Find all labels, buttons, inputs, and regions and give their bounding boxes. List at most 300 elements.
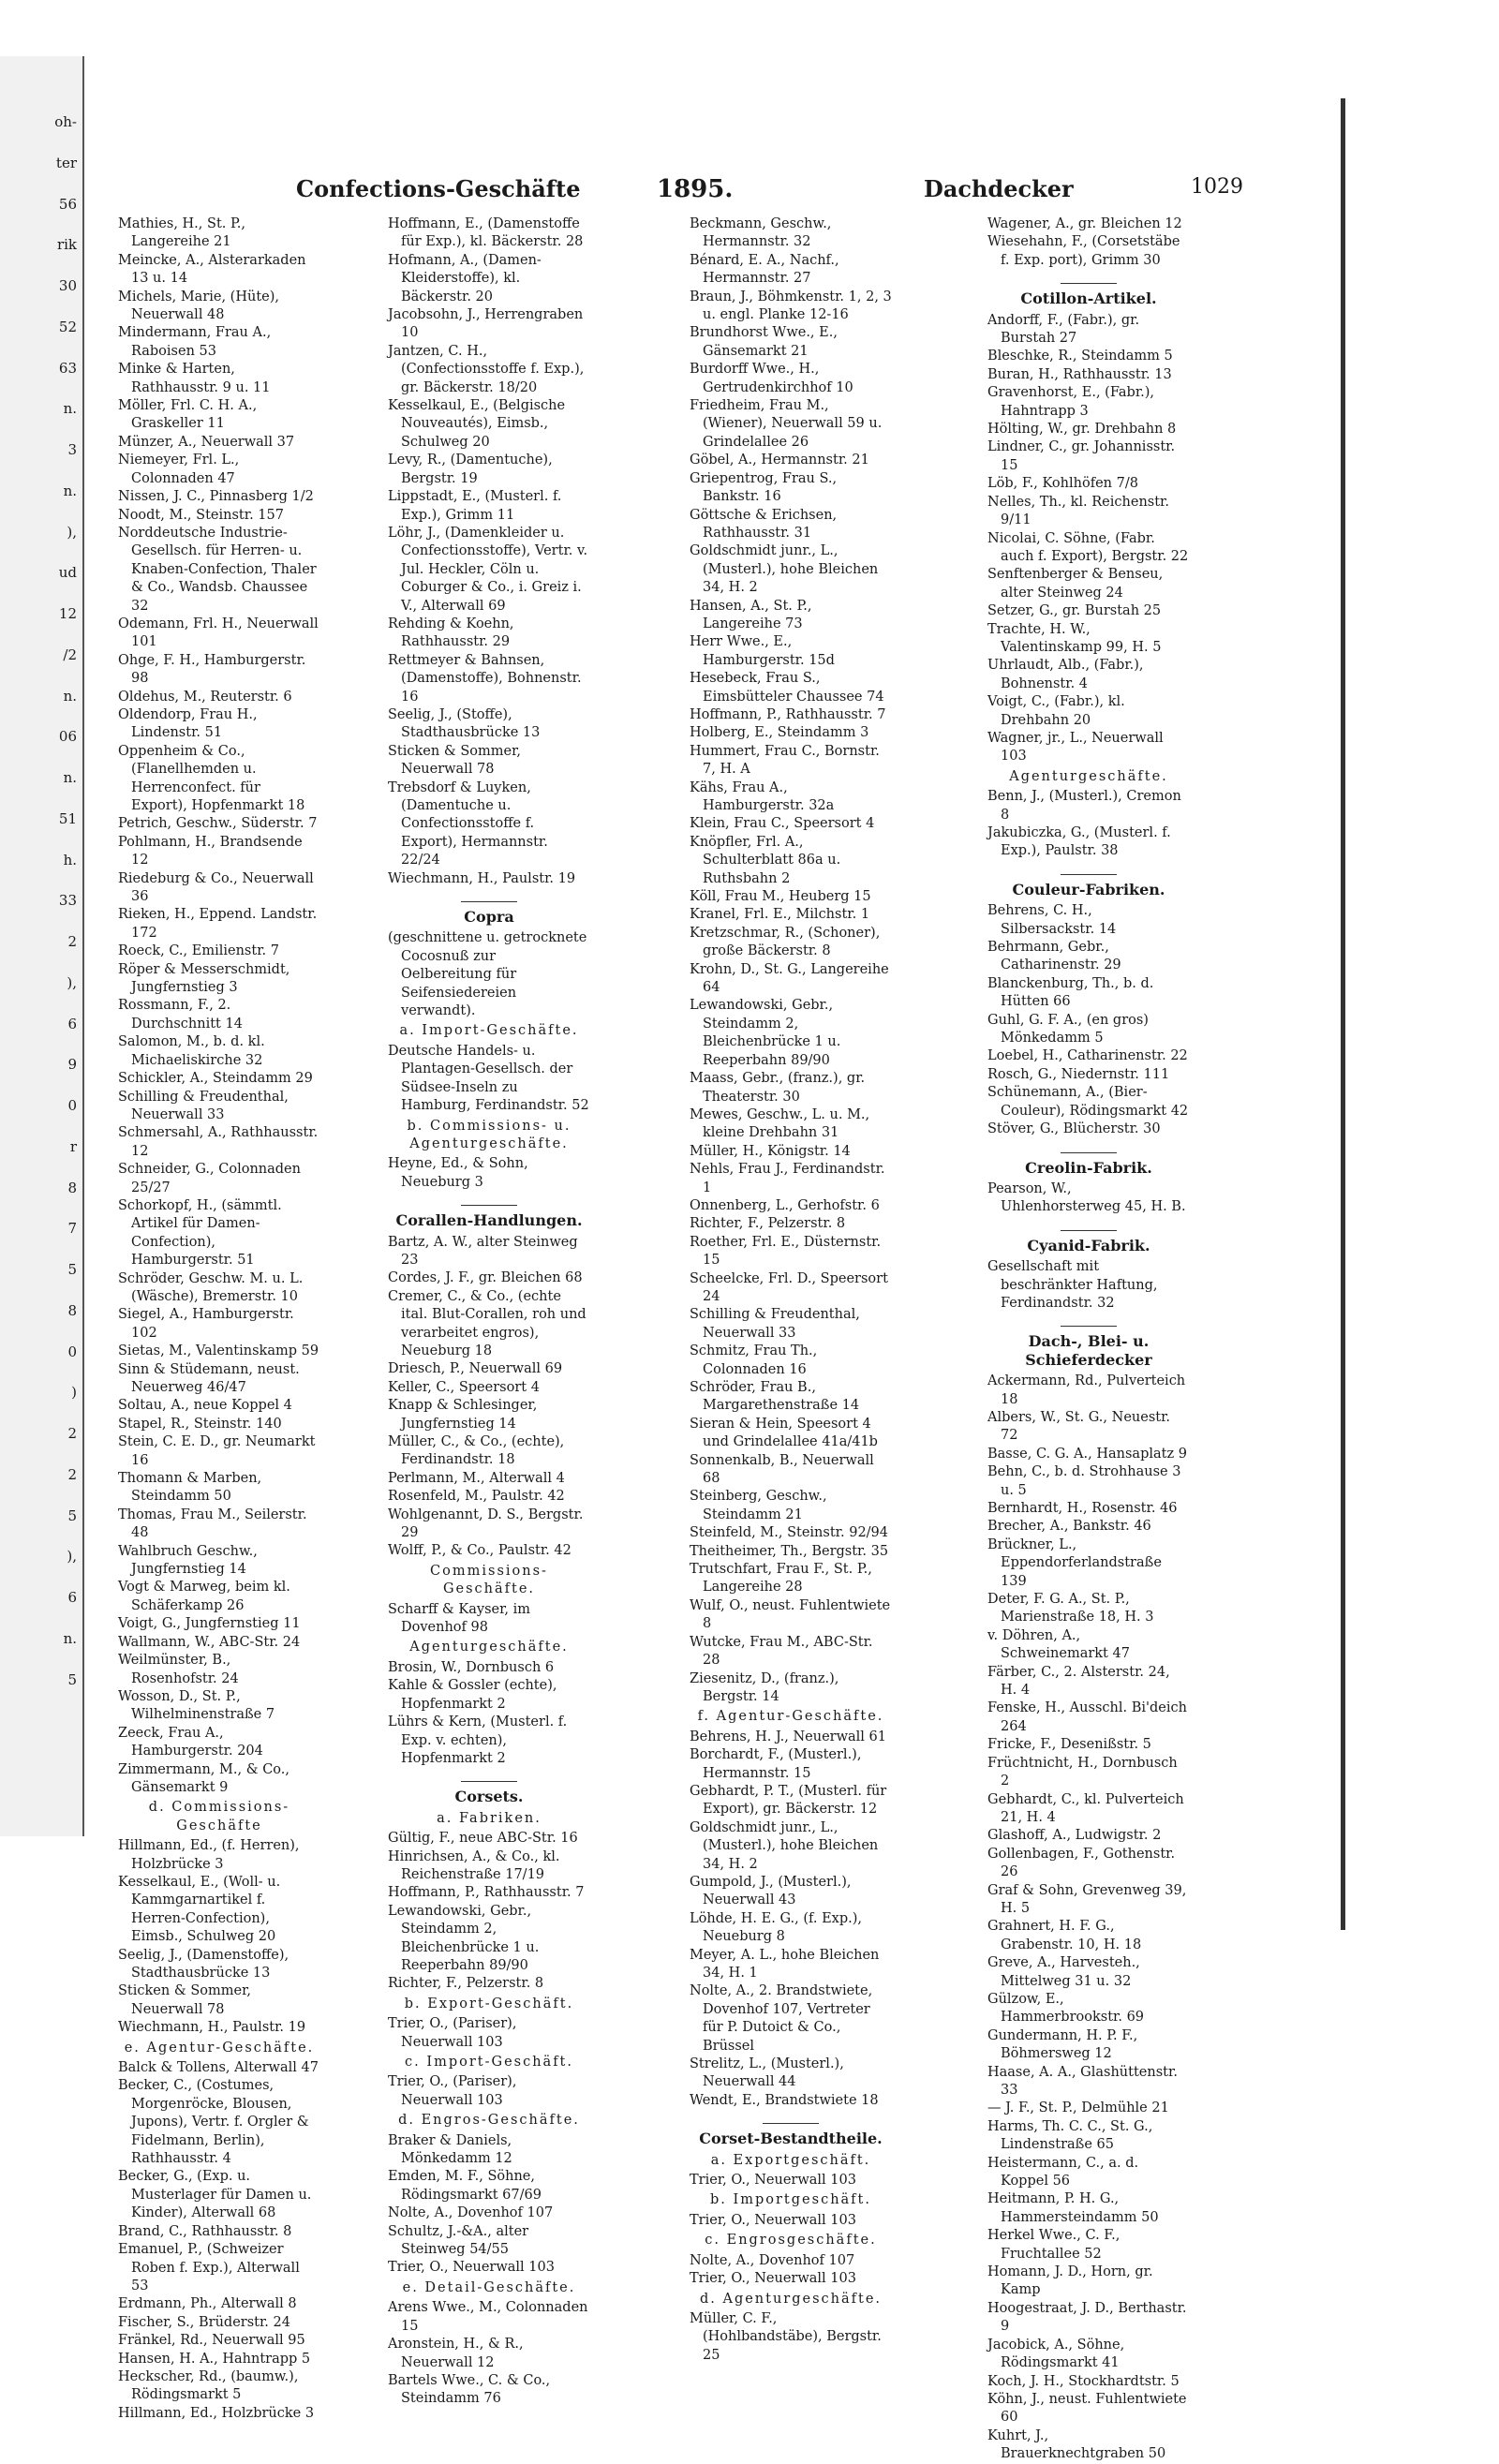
directory-entry: Möller, Frl. C. H. A., Graskeller 11 xyxy=(118,398,258,432)
directory-entry: Stapel, R., Steinstr. 140 xyxy=(118,1416,282,1432)
entry-list xyxy=(118,2059,320,2423)
directory-entry: Gumpold, J., (Musterl.), Neuerwall 43 xyxy=(690,1874,852,1908)
directory-entry: Glashoff, A., Ludwigstr. 2 xyxy=(987,1828,1162,1844)
directory-entry: Sticken & Sommer, Neuerwall 78 xyxy=(118,1983,252,2017)
directory-entry: Schorkopf, H., (sämmtl. Artikel für Damen-Confection), Hamburgerstr. 51 xyxy=(118,1197,282,1269)
directory-entry: Brückner, L., Eppendorferlandstraße 139 xyxy=(987,1536,1162,1589)
directory-entry: Köhn, J., neust. Fuhlentwiete 60 xyxy=(987,2391,1187,2426)
directory-entry: Heckscher, Rd., (baumw.), Rödingsmarkt 5 xyxy=(118,2368,299,2403)
section-subtitle: c. Import-Geschäft. xyxy=(405,2055,573,2070)
directory-entry: Knöpfler, Frl. A., Schulterblatt 86a u. Ruthsbahn 2 xyxy=(690,834,841,886)
section-subtitle: a. Import-Geschäfte. xyxy=(399,1023,579,1039)
margin-fragment: 12 xyxy=(58,605,77,622)
directory-entry: Knapp & Schlesinger, Jungfernstieg 14 xyxy=(388,1398,538,1432)
directory-entry: Beckmann, Geschw., Hermannstr. 32 xyxy=(690,216,832,250)
directory-entry: Heitmann, P. H. G., Hammersteindamm 50 xyxy=(987,2191,1159,2225)
directory-entry: Mathies, H., St. P., Langereihe 21 xyxy=(118,216,246,250)
directory-entry: Scheelcke, Frl. D., Speersort 24 xyxy=(690,1270,888,1304)
directory-entry: Trebsdorf & Luyken, (Damentuche u. Confectionsstoffe f. Export), Hermannstr. 22/24 xyxy=(388,779,548,868)
directory-entry: Hölting, W., gr. Drehbahn 8 xyxy=(987,422,1177,438)
directory-entry: Pearson, W., Uhlenhorsterweg 45, H. B. xyxy=(987,1180,1186,1215)
directory-entry: Becker, C., (Costumes, Morgenröcke, Blousen, Jupons), Vertr. f. Orgler & Fidelmann, Berlin), Rathhausstr. 4 xyxy=(118,2078,309,2167)
directory-entry: Noodt, M., Steinstr. 157 xyxy=(118,507,284,523)
directory-entry: Trier, O., Neuerwall 103 xyxy=(690,2173,856,2189)
entry-list xyxy=(388,215,590,888)
directory-entry: Hummert, Frau C., Bornstr. 7, H. A xyxy=(690,743,880,778)
entry-list xyxy=(118,1837,320,2037)
directory-entry: Setzer, G., gr. Burstah 25 xyxy=(987,603,1162,619)
section-heading-cyanid: Cyanid-Fabrik. xyxy=(987,1225,1190,1254)
section-subtitle: b. Importgeschäft. xyxy=(710,2192,871,2208)
directory-entry: Zimmermann, M., & Co., Gänsemarkt 9 xyxy=(118,1761,289,1795)
margin-fragment: 6 xyxy=(67,1589,77,1606)
directory-entry: Goldschmidt junr., L., (Musterl.), hohe Bleichen 34, H. 2 xyxy=(690,543,879,596)
directory-entry: Nolte, A., 2. Brandstwiete, Dovenhof 107, Vertreter für P. Dutoict & Co., Brüssel xyxy=(690,1983,873,2054)
section-subtitle: f. Agentur-Geschäfte. xyxy=(697,1709,884,1725)
entry-list xyxy=(388,2132,590,2278)
entry-list xyxy=(388,2015,590,2052)
directory-entry: Holberg, E., Steindamm 3 xyxy=(690,725,869,741)
directory-entry: Hansen, A., St. P., Langereihe 73 xyxy=(690,598,812,631)
directory-entry: Oldehus, M., Reuterstr. 6 xyxy=(118,689,292,705)
directory-entry: Heistermann, C., a. d. Koppel 56 xyxy=(987,2155,1139,2189)
directory-entry: Seelig, J., (Stoffe), Stadthausbrücke 13 xyxy=(388,706,541,741)
directory-entry: Minke & Harten, Rathhausstr. 9 u. 11 xyxy=(118,362,271,395)
directory-entry: Herkel Wwe., C. F., Fruchtallee 52 xyxy=(987,2228,1121,2262)
directory-entry: Sietas, M., Valentinskamp 59 xyxy=(118,1343,319,1359)
directory-entry: Wohlgenannt, D. S., Bergstr. 29 xyxy=(388,1507,584,1541)
margin-fragment: 0 xyxy=(67,1097,77,1114)
directory-entry: Odemann, Frl. H., Neuerwall 101 xyxy=(118,616,319,650)
directory-entry: Bartz, A. W., alter Steinweg 23 xyxy=(388,1234,578,1268)
directory-entry: Haase, A. A., Glashüttenstr. 33 xyxy=(987,2064,1178,2098)
directory-entry: Mewes, Geschw., L. u. M., kleine Drehbahn 31 xyxy=(690,1106,870,1141)
section-subtitle: d. Engros-Geschäfte. xyxy=(398,2113,580,2129)
directory-entry: Schilling & Freudenthal, Neuerwall 33 xyxy=(690,1307,860,1341)
directory-entry: Schmersahl, A., Rathhausstr. 12 xyxy=(118,1125,319,1159)
directory-entry: Fränkel, Rd., Neuerwall 95 xyxy=(118,2333,305,2349)
margin-fragment: 6 xyxy=(67,1015,77,1032)
entry-list xyxy=(690,2212,892,2230)
directory-entry: Cordes, J. F., gr. Bleichen 68 xyxy=(388,1270,583,1286)
directory-entry: Hoogestraat, J. D., Berthastr. 9 xyxy=(987,2300,1187,2335)
entry-list xyxy=(690,2172,892,2189)
directory-entry: Zeeck, Frau A., Hamburgerstr. 204 xyxy=(118,1725,263,1759)
margin-fragment: 2 xyxy=(67,1425,77,1442)
section-heading-dachdecker: Dach-, Blei- u. Schieferdecker xyxy=(987,1320,1190,1369)
margin-fragment: ), xyxy=(67,523,77,541)
margin-fragment: 52 xyxy=(58,318,77,335)
directory-entry: Erdmann, Ph., Alterwall 8 xyxy=(118,2296,297,2312)
directory-entry: Brundhorst Wwe., E., Gänsemarkt 21 xyxy=(690,325,838,359)
section-subtitle: Agenturgeschäfte. xyxy=(409,1640,569,1655)
directory-entry: Guhl, G. F. A., (en gros) Mönkedamm 5 xyxy=(987,1012,1149,1046)
directory-entry: Löhr, J., (Damenkleider u. Confectionsstoffe), Vertr. v. Jul. Heckler, Cöln u. Coburger & Co., i. Greiz i. V., Alterwall 69 xyxy=(388,525,588,614)
directory-entry: Brecher, A., Bankstr. 46 xyxy=(987,1519,1151,1535)
margin-fragment: 2 xyxy=(67,933,77,950)
directory-entry: Borchardt, F., (Musterl.), Hermannstr. 15 xyxy=(690,1747,862,1781)
directory-entry: Lührs & Kern, (Musterl. f. Exp. v. echten), Hopfenmarkt 2 xyxy=(388,1714,568,1766)
directory-entry: Scharff & Kayser, im Dovenhof 98 xyxy=(388,1601,531,1636)
margin-fragment: ter xyxy=(55,154,77,171)
directory-entry: Andorff, F., (Fabr.), gr. Burstah 27 xyxy=(987,312,1140,347)
directory-entry: Hillmann, Ed., (f. Herren), Holzbrücke 3 xyxy=(118,1838,300,1872)
margin-fragment: 30 xyxy=(58,277,77,294)
directory-entry: Griepentrog, Frau S., Bankstr. 16 xyxy=(690,470,838,505)
directory-entry: Göbel, A., Hermannstr. 21 xyxy=(690,453,869,468)
entry-list xyxy=(388,1155,590,1192)
column-1 xyxy=(118,215,320,2423)
directory-entry: Seelig, J., (Damenstoffe), Stadthausbrücke 13 xyxy=(118,1947,289,1981)
directory-entry: Cremer, C., & Co., (echte ital. Blut-Corallen, roh und verarbeitet engros), Neueburg 18 xyxy=(388,1288,586,1358)
directory-entry: Blanckenburg, Th., b. d. Hütten 66 xyxy=(987,975,1154,1010)
directory-entry: Gollenbagen, F., Gothenstr. 26 xyxy=(987,1846,1176,1880)
directory-entry: Behrens, H. J., Neuerwall 61 xyxy=(690,1729,886,1744)
directory-entry: Levy, R., (Damentuche), Bergstr. 19 xyxy=(388,453,553,486)
directory-entry: Kuhrt, J., Brauerknechtgraben 50 xyxy=(987,2427,1166,2462)
directory-entry: Roeck, C., Emilienstr. 7 xyxy=(118,943,279,959)
header-left-title: Confections-Geschäfte xyxy=(296,175,581,202)
directory-entry: Fenske, H., Ausschl. Bi'deich 264 xyxy=(987,1700,1187,1734)
margin-fragment: n. xyxy=(63,400,77,418)
directory-entry: Hofmann, A., (Damen-Kleiderstoffe), kl. Bäckerstr. 20 xyxy=(388,252,542,304)
margin-fragment: 5 xyxy=(67,1261,77,1278)
section-description: (geschnittene u. getrocknete Cocosnuß zur Oelbereitung für Seifensiedereien verwandt). xyxy=(388,930,587,1019)
margin-fragment: 3 xyxy=(67,441,77,458)
section-heading-corset-bestandtheile: Corset-Bestandtheile. xyxy=(690,2117,892,2147)
directory-entry: Keller, C., Speersort 4 xyxy=(388,1379,540,1395)
section-subtitle: e. Agentur-Geschäfte. xyxy=(124,2040,315,2056)
directory-entry: Kretzschmar, R., (Schoner), große Bäckerstr. 8 xyxy=(690,925,881,959)
entry-list xyxy=(690,2310,892,2365)
margin-fragment: 51 xyxy=(58,809,77,827)
directory-entry: Wiesehahn, F., (Corsetstäbe f. Exp. port), Grimm 30 xyxy=(987,234,1180,268)
directory-entry: Gebhardt, P. T., (Musterl. für Export), gr. Bäckerstr. 12 xyxy=(690,1783,887,1818)
directory-entry: Trier, O., Neuerwall 103 xyxy=(388,2260,555,2276)
margin-fragment: n. xyxy=(63,769,77,786)
entry-list xyxy=(987,902,1190,1138)
margin-fragment: /2 xyxy=(63,646,77,663)
directory-entry: Heyne, Ed., & Sohn, Neueburg 3 xyxy=(388,1156,528,1190)
directory-entry: Pohlmann, H., Brandsende 12 xyxy=(118,834,303,868)
directory-entry: Goldschmidt junr., L., (Musterl.), hohe Bleichen 34, H. 2 xyxy=(690,1819,879,1872)
directory-entry: Voigt, G., Jungfernstieg 11 xyxy=(118,1616,301,1632)
section-subtitle: Commissions-Geschäfte. xyxy=(430,1563,548,1597)
directory-entry: Trutschfart, Frau F., St. P., Langereihe 28 xyxy=(690,1562,872,1596)
section-heading-copra: Copra xyxy=(388,896,590,926)
directory-entry: Schickler, A., Steindamm 29 xyxy=(118,1071,313,1087)
entry-list xyxy=(690,2252,892,2289)
directory-entry: Wiechmann, H., Paulstr. 19 xyxy=(118,2020,306,2036)
directory-entry: Driesch, P., Neuerwall 69 xyxy=(388,1361,563,1377)
section-subtitle: d. Commissions-Geschäfte xyxy=(148,1800,290,1833)
directory-entry: Wulf, O., neust. Fuhlentwiete 8 xyxy=(690,1597,891,1632)
directory-entry: Albers, W., St. G., Neuestr. 72 xyxy=(987,1409,1171,1444)
directory-entry: Homann, J. D., Horn, gr. Kamp xyxy=(987,2264,1153,2298)
directory-entry: Wagener, A., gr. Bleichen 12 xyxy=(987,216,1182,231)
directory-entry: Kesselkaul, E., (Woll- u. Kammgarnartikel f. Herren-Confection), Eimsb., Schulweg 20 xyxy=(118,1874,281,1945)
directory-entry: Schröder, Frau B., Margarethenstraße 14 xyxy=(690,1380,860,1414)
column-4 xyxy=(987,215,1190,2464)
directory-entry: Hinrichsen, A., & Co., kl. Reichenstraße 17/19 xyxy=(388,1848,560,1882)
directory-entry: Müller, C., & Co., (echte), Ferdinandstr. 18 xyxy=(388,1434,565,1468)
directory-entry: Kranel, Frl. E., Milchstr. 1 xyxy=(690,907,870,923)
directory-entry: Strelitz, L., (Musterl.), Neuerwall 44 xyxy=(690,2056,844,2090)
directory-page xyxy=(90,98,1345,2462)
directory-entry: Sieran & Hein, Speesort 4 und Grindelallee 41a/41b xyxy=(690,1416,878,1450)
directory-entry: Michels, Marie, (Hüte), Neuerwall 48 xyxy=(118,289,279,323)
directory-entry: Norddeutsche Industrie-Gesellsch. für Herren- u. Knaben-Confection, Thaler & Co., Wandsb. Chaussee 32 xyxy=(118,525,317,614)
section-subtitle: c. Engrosgeschäfte. xyxy=(705,2233,877,2249)
directory-entry: Roether, Frl. E., Düsternstr. 15 xyxy=(690,1234,882,1269)
directory-entry: Benn, J., (Musterl.), Cremon 8 xyxy=(987,789,1181,823)
directory-entry: Grahnert, H. F. G., Grabenstr. 10, H. 18 xyxy=(987,1919,1142,1952)
directory-entry: Röper & Messerschmidt, Jungfernstieg 3 xyxy=(118,961,290,996)
section-subtitle: b. Export-Geschäft. xyxy=(404,1996,574,2011)
entry-list xyxy=(987,312,1190,766)
margin-fragment: ), xyxy=(67,1548,77,1566)
directory-entry: Lindner, C., gr. Johannisstr. 15 xyxy=(987,439,1176,473)
directory-entry: Siegel, A., Hamburgerstr. 102 xyxy=(118,1307,294,1341)
entry-list xyxy=(388,1659,590,1768)
directory-entry: Senftenberger & Benseu, alter Steinweg 24 xyxy=(987,567,1164,601)
directory-entry: Sinn & Stüdemann, neust. Neuerweg 46/47 xyxy=(118,1361,300,1395)
directory-entry: Ziesenitz, D., (franz.), Bergstr. 14 xyxy=(690,1670,839,1704)
directory-entry: Koch, J. H., Stockhardtstr. 5 xyxy=(987,2373,1180,2389)
margin-fragment: rik xyxy=(56,236,77,254)
directory-entry: Münzer, A., Neuerwall 37 xyxy=(118,434,295,450)
section-subtitle: a. Exportgeschäft. xyxy=(710,2152,871,2168)
directory-entry: Onnenberg, L., Gerhofstr. 6 xyxy=(690,1197,880,1213)
margin-fragment: oh- xyxy=(54,113,77,130)
directory-entry: Thomann & Marben, Steindamm 50 xyxy=(118,1471,262,1505)
margin-fragment: 56 xyxy=(58,195,77,213)
directory-entry: Bleschke, R., Steindamm 5 xyxy=(987,349,1173,364)
directory-entry: Wallmann, W., ABC-Str. 24 xyxy=(118,1634,301,1650)
directory-entry: Müller, C. F., (Hohlbandstäbe), Bergstr. 25 xyxy=(690,2310,882,2363)
margin-fragment: ud xyxy=(58,564,77,582)
directory-entry: Petrich, Geschw., Süderstr. 7 xyxy=(118,816,318,832)
margin-fragment: n. xyxy=(63,687,77,705)
margin-fragment: n. xyxy=(63,1629,77,1647)
directory-entry: Richter, F., Pelzerstr. 8 xyxy=(388,1976,544,1992)
entry-list xyxy=(690,1729,892,2111)
section-heading-creolin: Creolin-Fabrik. xyxy=(987,1147,1190,1177)
entry-list xyxy=(388,1601,590,1638)
directory-entry: Gülzow, E., Hammerbrookstr. 69 xyxy=(987,1991,1145,2026)
directory-entry: Hoffmann, P., Rathhausstr. 7 xyxy=(388,1885,585,1901)
directory-entry: Nolte, A., Dovenhof 107 xyxy=(690,2252,855,2268)
directory-entry: Trachte, H. W., Valentinskamp 99, H. 5 xyxy=(987,621,1162,655)
directory-entry: Maass, Gebr., (franz.), gr. Theaterstr. 30 xyxy=(690,1071,866,1105)
directory-entry: Rettmeyer & Bahnsen, (Damenstoffe), Bohnenstr. 16 xyxy=(388,652,582,705)
directory-entry: Wutcke, Frau M., ABC-Str. 28 xyxy=(690,1634,873,1669)
margin-fragment: 06 xyxy=(58,728,77,746)
entry-list xyxy=(388,2299,590,2408)
directory-entry: Früchtnicht, H., Dornbusch 2 xyxy=(987,1755,1178,1789)
directory-entry: Sticken & Sommer, Neuerwall 78 xyxy=(388,743,522,778)
directory-entry: Fricke, F., Desenißstr. 5 xyxy=(987,1737,1151,1753)
directory-entry: Jacobick, A., Söhne, Rödingsmarkt 41 xyxy=(987,2337,1125,2371)
directory-entry: Bénard, E. A., Nachf., Hermannstr. 27 xyxy=(690,252,839,287)
directory-entry: Ackermann, Rd., Pulverteich 18 xyxy=(987,1373,1186,1407)
directory-entry: Wahlbruch Geschw., Jungfernstieg 14 xyxy=(118,1543,258,1578)
margin-fragment: 8 xyxy=(67,1301,77,1319)
directory-entry: Wagner, jr., L., Neuerwall 103 xyxy=(987,730,1164,764)
directory-entry: Braun, J., Böhmkenstr. 1, 2, 3 u. engl. Planke 12-16 xyxy=(690,289,892,323)
directory-entry: Lippstadt, E., (Musterl. f. Exp.), Grimm 11 xyxy=(388,489,562,523)
section-subtitle: d. Agenturgeschäfte. xyxy=(699,2291,883,2307)
section-heading-cotillon: Cotillon-Artikel. xyxy=(987,277,1190,307)
previous-page-margin xyxy=(0,56,84,1836)
margin-fragment: 5 xyxy=(67,1670,77,1688)
directory-entry: Mindermann, Frau A., Raboisen 53 xyxy=(118,325,272,359)
directory-entry: Hoffmann, P., Rathhausstr. 7 xyxy=(690,706,886,722)
directory-entry: v. Döhren, A., Schweinemarkt 47 xyxy=(987,1627,1130,1662)
directory-entry: Hesebeck, Frau S., Eimsbütteler Chaussee 74 xyxy=(690,671,884,705)
entry-list xyxy=(388,2073,590,2110)
header-right-title: Dachdecker xyxy=(924,175,1074,202)
directory-entry: Klein, Frau C., Speersort 4 xyxy=(690,816,875,832)
directory-entry: Trier, O., Neuerwall 103 xyxy=(690,2212,856,2228)
directory-entry: Schröder, Geschw. M. u. L. (Wäsche), Bremerstr. 10 xyxy=(118,1270,304,1304)
margin-fragment: 2 xyxy=(67,1465,77,1483)
column-2 xyxy=(388,215,590,2409)
entry-list xyxy=(987,215,1190,270)
directory-entry: Hoffmann, E., (Damenstoffe für Exp.), kl. Bäckerstr. 28 xyxy=(388,216,584,250)
directory-entry: Hillmann, Ed., Holzbrücke 3 xyxy=(118,2405,315,2421)
directory-entry: — J. F., St. P., Delmühle 21 xyxy=(987,2100,1169,2116)
directory-entry: Basse, C. G. A., Hansaplatz 9 xyxy=(987,1446,1187,1462)
directory-entry: Harms, Th. C. C., St. G., Lindenstraße 65 xyxy=(987,2118,1153,2153)
directory-entry: Arens Wwe., M., Colonnaden 15 xyxy=(388,2300,588,2334)
directory-entry: Gundermann, H. P. F., Böhmersweg 12 xyxy=(987,2027,1138,2062)
margin-fragment: n. xyxy=(63,482,77,499)
directory-entry: Rehding & Koehn, Rathhausstr. 29 xyxy=(388,616,514,650)
directory-entry: Niemeyer, Frl. L., Colonnaden 47 xyxy=(118,453,240,486)
margin-fragment: 8 xyxy=(67,1179,77,1196)
directory-entry: Jakubiczka, G., (Musterl. f. Exp.), Paulstr. 38 xyxy=(987,825,1171,859)
directory-entry: Uhrlaudt, Alb., (Fabr.), Bohnenstr. 4 xyxy=(987,658,1144,691)
header-year: 1895. xyxy=(657,175,734,203)
directory-entry: Kesselkaul, E., (Belgische Nouveautés), Eimsb., Schulweg 20 xyxy=(388,398,566,450)
directory-entry: Graf & Sohn, Grevenweg 39, H. 5 xyxy=(987,1882,1187,1916)
directory-entry: Gültig, F., neue ABC-Str. 16 xyxy=(388,1831,578,1847)
directory-entry: Gebhardt, C., kl. Pulverteich 21, H. 4 xyxy=(987,1791,1184,1825)
directory-entry: Rieken, H., Eppend. Landstr. 172 xyxy=(118,907,318,941)
section-heading-corallen: Corallen-Handlungen. xyxy=(388,1199,590,1229)
directory-entry: Schneider, G., Colonnaden 25/27 xyxy=(118,1162,301,1195)
directory-entry: Löhde, H. E. G., (f. Exp.), Neueburg 8 xyxy=(690,1910,862,1945)
directory-entry: Behrmann, Gebr., Catharinenstr. 29 xyxy=(987,940,1121,973)
entry-list xyxy=(388,1830,590,1994)
directory-entry: Jacobsohn, J., Herrengraben 10 xyxy=(388,307,584,341)
directory-entry: Rosch, G., Niedernstr. 111 xyxy=(987,1066,1170,1082)
directory-entry: Richter, F., Pelzerstr. 8 xyxy=(690,1216,846,1232)
directory-entry: Deutsche Handels- u. Plantagen-Gesellsch. der Südsee-Inseln zu Hamburg, Ferdinandstr. 52 xyxy=(388,1043,589,1114)
directory-entry: Bartels Wwe., C. & Co., Steindamm 76 xyxy=(388,2372,551,2407)
directory-entry: Schmitz, Frau Th., Colonnaden 16 xyxy=(690,1343,818,1377)
section-heading-corsets: Corsets. xyxy=(388,1775,590,1805)
entry-list xyxy=(388,1234,590,1561)
directory-entry: Lewandowski, Gebr., Steindamm 2, Bleichenbrücke 1 u. Reeperbahn 89/90 xyxy=(690,998,841,1068)
directory-entry: Gesellschaft mit beschränkter Haftung, Ferdinandstr. 32 xyxy=(987,1259,1158,1311)
directory-entry: Brand, C., Rathhausstr. 8 xyxy=(118,2223,292,2239)
section-subtitle: e. Detail-Geschäfte. xyxy=(402,2279,576,2295)
directory-entry: Lewandowski, Gebr., Steindamm 2, Bleichenbrücke 1 u. Reeperbahn 89/90 xyxy=(388,1903,540,1973)
directory-entry: Wosson, D., St. P., Wilhelminenstraße 7 xyxy=(118,1688,275,1723)
directory-entry: Trier, O., Neuerwall 103 xyxy=(690,2271,856,2287)
section-heading-couleur: Couleur-Fabriken. xyxy=(987,868,1190,898)
directory-entry: Balck & Tollens, Alterwall 47 xyxy=(118,2060,319,2076)
directory-entry: Theitheimer, Th., Bergstr. 35 xyxy=(690,1543,889,1559)
directory-entry: Braker & Daniels, Mönkedamm 12 xyxy=(388,2132,512,2167)
directory-entry: Emanuel, P., (Schweizer Roben f. Exp.), Alterwall 53 xyxy=(118,2242,300,2293)
directory-entry: Perlmann, M., Alterwall 4 xyxy=(388,1470,565,1486)
directory-entry: Herr Wwe., E., Hamburgerstr. 15d xyxy=(690,634,835,668)
directory-entry: Schultz, J.-&A., alter Steinweg 54/55 xyxy=(388,2223,529,2258)
entry-list xyxy=(388,1043,590,1116)
entry-list xyxy=(987,1258,1190,1313)
directory-entry: Jantzen, C. H., (Confectionsstoffe f. Exp.), gr. Bäckerstr. 18/20 xyxy=(388,343,585,395)
directory-entry: Wiechmann, H., Paulstr. 19 xyxy=(388,870,576,886)
directory-entry: Stein, C. E. D., gr. Neumarkt 16 xyxy=(118,1434,316,1468)
directory-entry: Steinberg, Geschw., Steindamm 21 xyxy=(690,1489,827,1522)
margin-fragment: 0 xyxy=(67,1343,77,1360)
directory-entry: Kähs, Frau A., Hamburgerstr. 32a xyxy=(690,779,835,813)
directory-entry: Nolte, A., Dovenhof 107 xyxy=(388,2205,554,2221)
page-number: 1029 xyxy=(1191,175,1243,199)
entry-list xyxy=(118,215,320,1797)
directory-entry: Kahle & Gossler (echte), Hopfenmarkt 2 xyxy=(388,1678,557,1712)
margin-fragment: 33 xyxy=(58,892,77,910)
directory-entry: Salomon, M., b. d. kl. Michaeliskirche 32 xyxy=(118,1034,265,1068)
directory-entry: Meyer, A. L., hohe Bleichen 34, H. 1 xyxy=(690,1947,880,1981)
directory-entry: Loebel, H., Catharinenstr. 22 xyxy=(987,1048,1188,1064)
directory-entry: Nissen, J. C., Pinnasberg 1/2 xyxy=(118,489,314,505)
directory-entry: Thomas, Frau M., Seilerstr. 48 xyxy=(118,1507,307,1541)
directory-entry: Fischer, S., Brüderstr. 24 xyxy=(118,2314,290,2330)
margin-fragment: 7 xyxy=(67,1220,77,1238)
directory-entry: Nicolai, C. Söhne, (Fabr. auch f. Export), Bergstr. 22 xyxy=(987,530,1189,564)
directory-entry: Nehls, Frau J., Ferdinandstr. 1 xyxy=(690,1162,885,1195)
entry-list xyxy=(987,1373,1190,2463)
directory-entry: Aronstein, H., & R., Neuerwall 12 xyxy=(388,2337,524,2370)
entry-list xyxy=(987,1180,1190,1217)
directory-entry: Ohge, F. H., Hamburgerstr. 98 xyxy=(118,652,306,687)
directory-entry: Buran, H., Rathhausstr. 13 xyxy=(987,366,1172,382)
margin-fragment: r xyxy=(69,1137,77,1155)
margin-fragment: 9 xyxy=(67,1056,77,1074)
directory-entry: Schünemann, A., (Bier-Couleur), Rödingsmarkt 42 xyxy=(987,1085,1189,1119)
directory-entry: Wendt, E., Brandstwiete 18 xyxy=(690,2092,879,2108)
directory-entry: Wolff, P., & Co., Paulstr. 42 xyxy=(388,1543,571,1559)
entry-list xyxy=(690,215,892,1706)
directory-entry: Emden, M. F., Söhne, Rödingsmarkt 67/69 xyxy=(388,2169,542,2203)
column-3 xyxy=(690,215,892,2365)
margin-fragment: h. xyxy=(63,851,77,868)
directory-entry: Riedeburg & Co., Neuerwall 36 xyxy=(118,870,314,905)
directory-entry: Greve, A., Harvesteh., Mittelweg 31 u. 32 xyxy=(987,1955,1140,1989)
directory-entry: Löb, F., Kohlhöfen 7/8 xyxy=(987,476,1138,492)
directory-entry: Hansen, H. A., Hahntrapp 5 xyxy=(118,2351,311,2367)
directory-entry: Steinfeld, M., Steinstr. 92/94 xyxy=(690,1525,889,1541)
directory-entry: Deter, F. G. A., St. P., Marienstraße 18, H. 3 xyxy=(987,1592,1154,1625)
directory-entry: Schilling & Freudenthal, Neuerwall 33 xyxy=(118,1089,289,1122)
margin-fragment: 63 xyxy=(58,359,77,377)
page-header xyxy=(90,175,1341,209)
directory-entry: Brosin, W., Dornbusch 6 xyxy=(388,1659,555,1675)
